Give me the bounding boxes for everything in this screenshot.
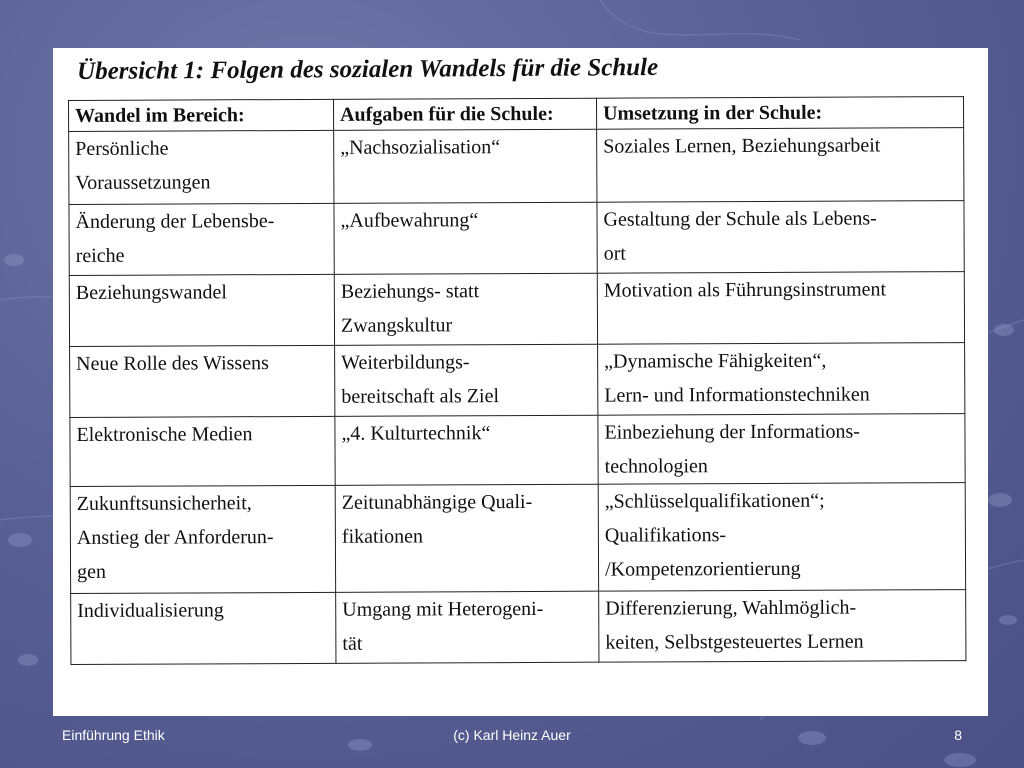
cell-line: keiten, Selbstgesteuertes Lernen [605, 630, 864, 654]
header-aufgaben: Aufgaben für die Schule: [333, 98, 596, 130]
cell-line: Einbeziehung der Informations- [604, 420, 860, 444]
cell-line: Beziehungs- statt [340, 280, 480, 303]
cell-line: fikationen [341, 525, 424, 548]
cell-line: reiche [75, 244, 125, 267]
cell-line: Motivation als Führungsinstrument [603, 278, 887, 302]
table-cell [334, 273, 597, 345]
table-cell [599, 590, 966, 663]
cell-line: „4. Kulturtechnik“ [341, 422, 491, 445]
cell-line: Umgang mit Heterogeni- [342, 597, 544, 621]
table-cell [598, 414, 965, 485]
cell-line: Neue Rolle des Wissens [76, 352, 269, 375]
table-cell [334, 129, 597, 203]
table-row [69, 201, 964, 276]
footer-page-number: 8 [954, 727, 962, 743]
cell-line: Qualifikations- [604, 524, 727, 547]
footer-course-title: Einführung Ethik [62, 727, 165, 743]
table-cell [597, 128, 964, 203]
cell-line: Gestaltung der Schule als Lebens- [603, 207, 877, 231]
table-cell [70, 345, 335, 417]
table-cell [597, 272, 964, 345]
cell-line: Änderung der Lebensbe- [75, 210, 275, 233]
header-umsetzung: Umsetzung in der Schule: [596, 97, 963, 130]
cell-line: Persönliche [75, 137, 169, 160]
slide-title: Übersicht 1: Folgen des sozialen Wandels für die Schule [77, 53, 659, 85]
cell-line: bereitschaft als Ziel [341, 385, 500, 408]
table-row [70, 343, 965, 418]
cell-line: Elektronische Medien [76, 423, 253, 446]
cell-line: Zukunftsunsicherheit, [76, 492, 252, 515]
slide-content [53, 48, 988, 716]
cell-line: Weiterbildungs- [341, 351, 470, 374]
cell-line: Anstieg der Anforderun- [76, 526, 274, 549]
cell-line: Individualisierung [77, 599, 224, 622]
table-cell [597, 201, 964, 274]
cell-line: tät [342, 632, 363, 655]
cell-line: gen [77, 560, 106, 583]
cell-line: „Schlüsselqualifikationen“; [604, 489, 825, 513]
table-cell [71, 592, 336, 664]
table-cell [70, 416, 335, 486]
table-row [69, 272, 964, 347]
cell-line: Differenzierung, Wahlmöglich- [605, 596, 857, 620]
overview-table [68, 96, 966, 665]
cell-line: technologien [604, 455, 708, 478]
table-cell [336, 591, 599, 663]
table-row [70, 483, 965, 594]
cell-line: Lern- und Informationstechniken [604, 383, 870, 407]
table-row [71, 590, 966, 665]
cell-line: Zeitunabhängige Quali- [341, 490, 533, 514]
table-cell [335, 344, 598, 416]
table-cell [598, 343, 965, 416]
cell-line: „Nachsozialisation“ [340, 136, 501, 159]
cell-line: Soziales Lernen, Beziehungsarbeit [603, 134, 881, 158]
table-header-row [69, 97, 964, 132]
table-row [70, 414, 965, 487]
cell-line: „Dynamische Fähigkeiten“, [604, 349, 827, 373]
cell-line: /Kompetenzorientierung [605, 557, 801, 581]
table-cell [69, 203, 334, 275]
header-wandel: Wandel im Bereich: [69, 99, 334, 131]
table-cell [335, 415, 598, 485]
overview-table-wrapper [68, 96, 966, 665]
footer-copyright: (c) Karl Heinz Auer [453, 727, 571, 743]
cell-line: ort [603, 242, 626, 265]
cell-line: Voraussetzungen [75, 171, 211, 194]
table-cell [69, 130, 334, 204]
table-cell [70, 485, 335, 593]
table-cell [335, 484, 598, 592]
cell-line: Beziehungswandel [75, 281, 227, 304]
table-cell [69, 274, 334, 346]
table-row [69, 128, 964, 205]
cell-line: „Aufbewahrung“ [340, 209, 479, 232]
cell-line: Zwangskultur [340, 314, 453, 337]
table-cell [598, 483, 965, 592]
table-cell [334, 202, 597, 274]
